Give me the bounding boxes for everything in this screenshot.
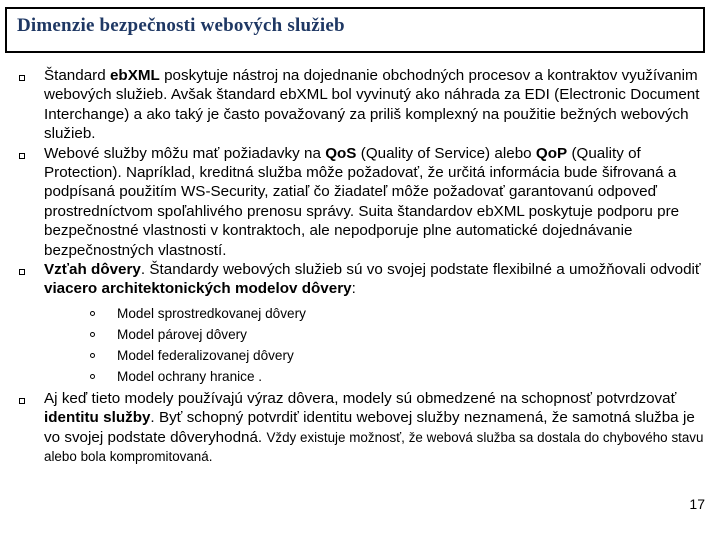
bullet-text-segment: . Štandardy webových služieb sú vo svojej podstate flexibilné a umožňovali odvodiť (140, 261, 701, 279)
hollow-square-bullet-icon (19, 153, 25, 159)
bullet-item (0, 260, 720, 387)
bullet-text-bold-segment: viacero architektonických modelov dôvery (44, 280, 352, 298)
sub-bullet-text: Model federalizovanej dôvery (117, 347, 294, 363)
bullet-text-bold-segment: QoP (535, 144, 568, 162)
bullet-text (44, 260, 704, 299)
sub-bullet-text: Model párovej dôvery (117, 326, 247, 342)
bullet-text (44, 66, 704, 144)
bullet-text-segment: (Quality of Service) alebo (356, 144, 536, 162)
sub-bullet-item (44, 366, 704, 387)
bullet-text-segment: . Byť schopný potvrdiť identitu webovej služby neznamená, že samotná služba je vo svojej podstate dôveryhodná. (44, 409, 695, 446)
hollow-circle-bullet-icon (90, 332, 95, 337)
hollow-circle-bullet-icon (90, 374, 95, 379)
hollow-square-bullet-icon (19, 75, 25, 81)
sub-bullet-list (44, 303, 704, 387)
bullet-text-bold-segment: identitu služby (44, 409, 151, 427)
bullet-text-bold-segment: ebXML (109, 67, 160, 84)
slide-body (0, 66, 720, 467)
bullet-text (44, 144, 704, 260)
hollow-circle-bullet-icon (90, 353, 95, 358)
bullet-text (44, 389, 704, 467)
bullet-item (0, 144, 720, 260)
bullet-text-segment: Štandard (44, 67, 110, 84)
bullet-text-bold-segment: Vzťah dôvery (44, 261, 141, 279)
bullet-text-segment: (Quality of Protection). Napríklad, kreditná služba môže požadovať, že určitá informácia bude šifrovaná a podpísaná použitím WS-Security, zatiaľ čo žiadateľ môže požadovať garantovanú odpoveď prostredníctvom spoľahlivého prenosu správy. Suita štandardov ebXML poskytuje podporu pre bezpečnostné vlastnosti v kontraktoch, ale nepodporuje plne automatické dojednávanie bezpečnostných vlastností. (44, 144, 680, 259)
slide-title-box (5, 7, 705, 53)
sub-bullet-text: Model sprostredkovanej dôvery (117, 305, 306, 321)
bullet-text-segment: : (351, 280, 356, 298)
bullet-text-segment: poskytuje nástroj na dojednanie obchodných procesov a kontraktov využívanim webových služieb. Avšak štandard ebXML bol vyvinutý ako náhrada za EDI (Electronic Document Interchange) a ako taký je často považovaný za priliš komplexný na použitie bežných webových služieb. (44, 67, 700, 143)
sub-bullet-item (44, 324, 704, 345)
hollow-square-bullet-icon (19, 398, 25, 404)
sub-bullet-text: Model ochrany hranice . (117, 368, 263, 384)
sub-bullet-item (44, 345, 704, 366)
page-number: 17 (689, 496, 705, 512)
bullet-item (0, 389, 720, 467)
bullet-text-segment: Vždy existuje možnosť, že webová služba sa dostala do chybového stavu alebo bola kompromitovaná. (44, 429, 704, 465)
hollow-square-bullet-icon (19, 269, 25, 275)
sub-bullet-item (44, 303, 704, 324)
page-title: Dimenzie bezpečnosti webových služieb (17, 15, 345, 36)
bullet-item (0, 66, 720, 144)
bullet-text-segment: Webové služby môžu mať požiadavky na (44, 144, 326, 162)
bullet-text-segment: Aj keď tieto modely používajú výraz dôvera, modely sú obmedzené na schopnosť potvrdzovať (44, 389, 677, 407)
hollow-circle-bullet-icon (90, 311, 95, 316)
bullet-text-bold-segment: QoS (325, 144, 357, 162)
